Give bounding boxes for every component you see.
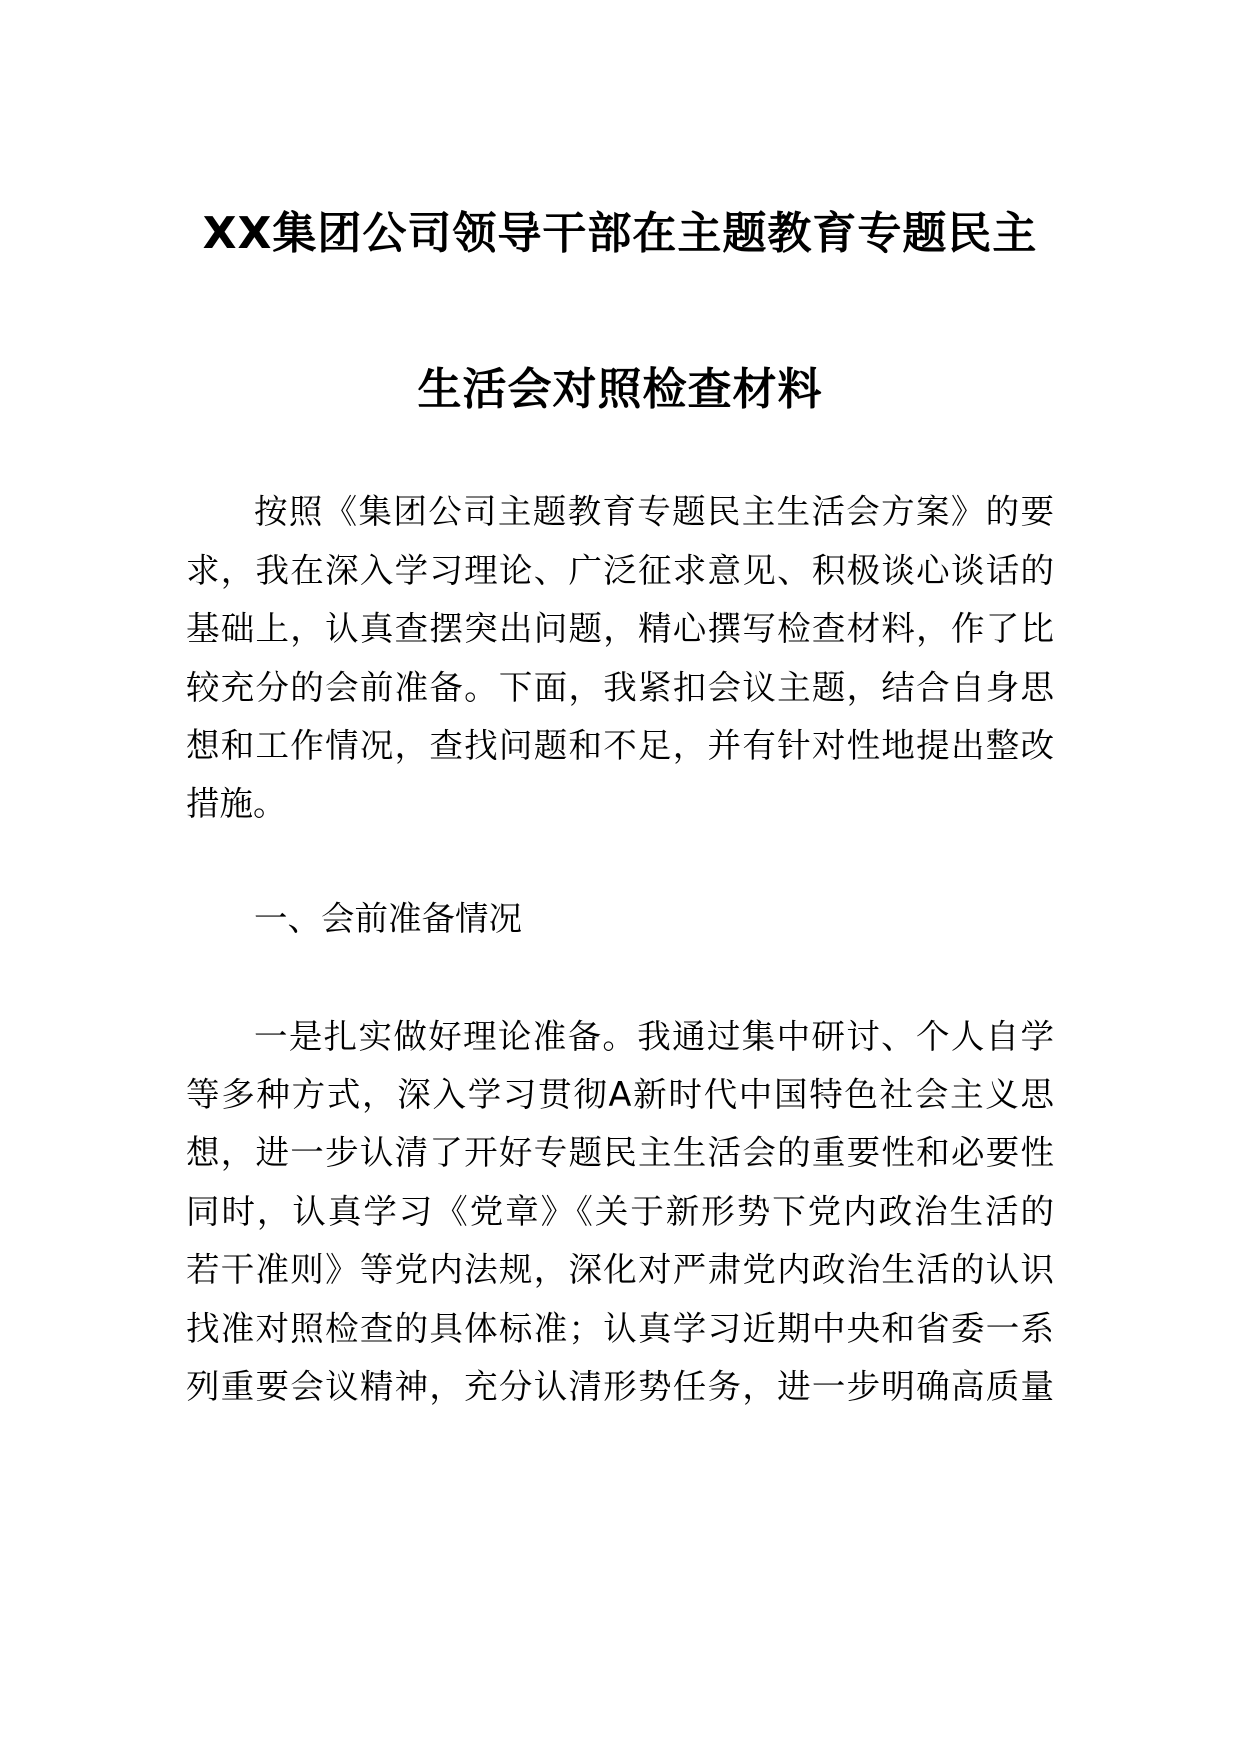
intro-paragraph-line: 基础上，认真查摆突出问题，精心撰写检查材料，作了比 xyxy=(186,609,1054,648)
intro-paragraph-line: 较充分的会前准备。下面，我紧扣会议主题，结合自身思 xyxy=(186,668,1054,707)
intro-paragraph-line: 按照《集团公司主题教育专题民主生活会方案》的要 xyxy=(254,492,1054,531)
document-title-line-1: XX集团公司领导干部在主题教育专题民主 xyxy=(202,208,1038,259)
intro-paragraph-line: 想和工作情况，查找问题和不足，并有针对性地提出整改 xyxy=(186,726,1054,765)
section-paragraph-line: 同时，认真学习《党章》《关于新形势下党内政治生活的 xyxy=(186,1192,1054,1231)
section-paragraph-line: 等多种方式，深入学习贯彻A新时代中国特色社会主义思 xyxy=(186,1075,1054,1114)
section-heading: 一、会前准备情况 xyxy=(254,899,522,938)
document-title-line-2: 生活会对照检查材料 xyxy=(417,364,823,415)
section-paragraph-line: 找准对照检查的具体标准；认真学习近期中央和省委一系 xyxy=(186,1309,1054,1348)
section-paragraph-line: 若干准则》等党内法规，深化对严肃党内政治生活的认识 xyxy=(186,1250,1054,1289)
intro-paragraph-line: 措施。 xyxy=(186,784,287,823)
intro-paragraph-line: 求，我在深入学习理论、广泛征求意见、积极谈心谈话的 xyxy=(186,551,1054,590)
section-paragraph-line: 一是扎实做好理论准备。我通过集中研讨、个人自学 xyxy=(254,1017,1054,1056)
section-paragraph-line: 想，进一步认清了开好专题民主生活会的重要性和必要性 xyxy=(186,1133,1054,1172)
section-paragraph-line: 列重要会议精神，充分认清形势任务，进一步明确高质量 xyxy=(186,1367,1054,1406)
